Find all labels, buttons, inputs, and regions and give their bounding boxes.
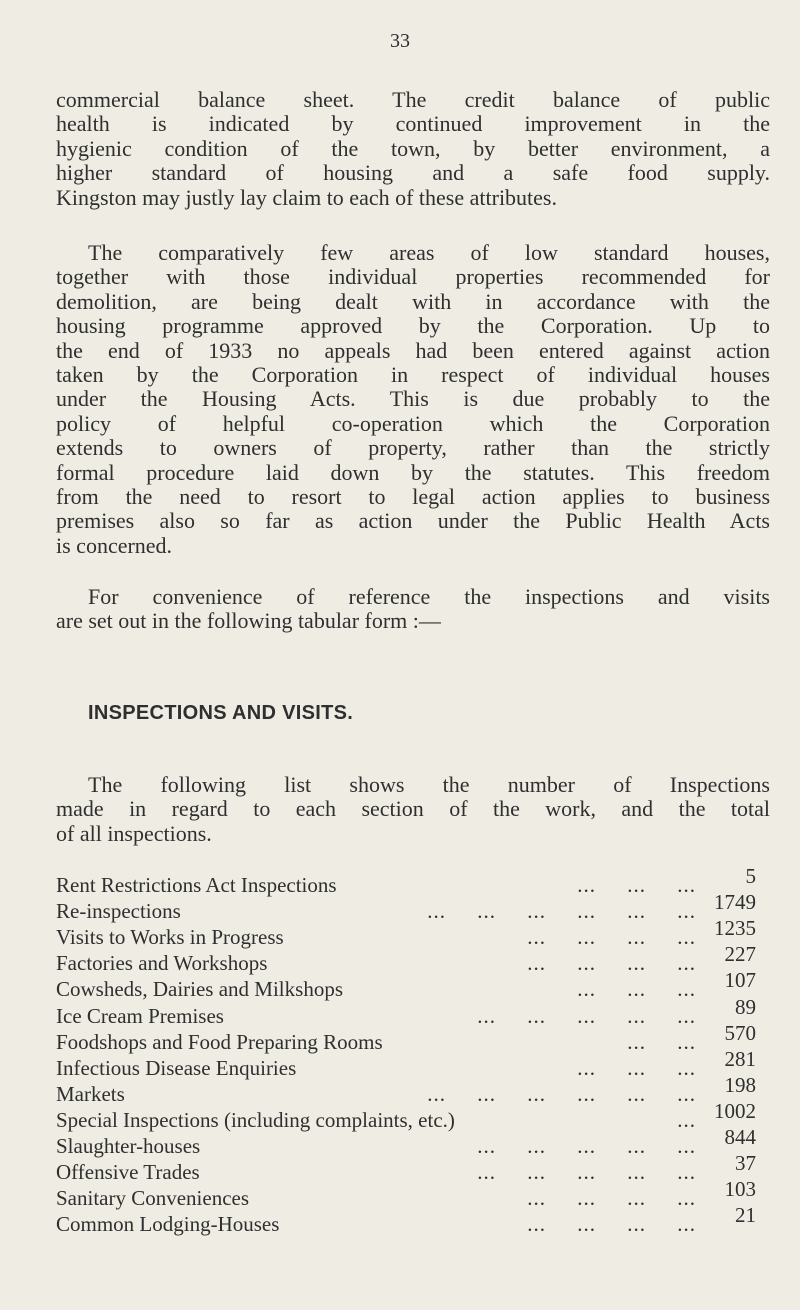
inspection-row — [56, 1177, 756, 1212]
paragraph-2-line: under the Housing Acts. This is due probably to the — [56, 386, 770, 412]
leader-dots: ... ... ... ... ... ... — [427, 1081, 696, 1106]
inspection-label: Rent Restrictions Act Inspections — [56, 873, 337, 897]
leader-dots: ... ... ... ... — [527, 1186, 696, 1211]
inspection-count: 1002 — [714, 1098, 756, 1123]
inspection-label: Offensive Trades — [56, 1160, 200, 1185]
inspection-label: Factories and Workshops — [56, 951, 268, 976]
inspection-row — [56, 890, 756, 925]
inspection-count: 1749 — [714, 890, 756, 915]
paragraph-4-line: made in regard to each section of the work, and the total — [56, 796, 770, 822]
paragraph-2-line: premises also so far as action under the Public Health Acts — [56, 508, 770, 534]
inspection-label: Ice Cream Premises — [56, 1003, 224, 1028]
paragraph-4-line: of all inspections. — [56, 820, 212, 846]
inspection-count: 844 — [724, 1125, 756, 1149]
inspection-label: Foodshops and Food Preparing Rooms — [56, 1029, 383, 1054]
inspection-label: Visits to Works in Progress — [56, 925, 284, 950]
inspection-count: 198 — [724, 1072, 756, 1097]
inspection-label: Re-inspections — [56, 899, 181, 924]
paragraph-2-line: The comparatively few areas of low standard houses, — [88, 240, 770, 265]
inspection-row — [56, 968, 756, 1003]
inspection-label: Sanitary Conveniences — [56, 1186, 250, 1211]
inspection-count: 5 — [745, 864, 756, 888]
paragraph-2-line: policy of helpful co-operation which the Corporation — [56, 410, 770, 436]
leader-dots: ... ... — [627, 1029, 696, 1054]
inspection-label: Special Inspections (including complaints, etc.) — [56, 1107, 455, 1132]
inspection-label: Cowsheds, Dairies and Milkshops — [56, 977, 343, 1002]
inspection-count: 227 — [724, 942, 756, 967]
leader-dots: ... ... ... ... ... — [477, 1003, 696, 1028]
inspection-row — [56, 942, 756, 977]
inspection-row — [56, 1151, 756, 1186]
inspection-count: 281 — [724, 1046, 756, 1071]
paragraph-1-line: higher standard of housing and a safe food supply. — [56, 160, 770, 186]
leader-dots: ... ... ... ... ... — [477, 1134, 696, 1158]
paragraph-2-line: the end of 1933 no appeals had been entered against action — [56, 337, 770, 363]
inspection-label: Markets — [56, 1081, 125, 1106]
inspection-label: Slaughter-houses — [56, 1134, 201, 1158]
inspection-row — [56, 864, 756, 899]
inspection-count: 37 — [735, 1151, 756, 1176]
leader-dots: ... — [677, 1107, 696, 1132]
inspection-count: 89 — [735, 994, 756, 1019]
inspection-count: 570 — [724, 1020, 756, 1045]
leader-dots: ... ... ... — [577, 977, 696, 1002]
leader-dots: ... ... ... ... ... — [477, 1160, 696, 1185]
leader-dots: ... ... ... — [577, 873, 696, 897]
inspection-row — [56, 994, 756, 1030]
leader-dots: ... ... ... ... ... ... — [427, 899, 696, 924]
inspection-row — [56, 1125, 756, 1160]
paragraph-2-line: from the need to resort to legal action applies to business — [56, 484, 770, 509]
paragraph-2-line: extends to owners of property, rather than the strictly — [56, 435, 770, 461]
paragraph-3-line: are set out in the following tabular form :— — [56, 608, 441, 634]
leader-dots: ... ... ... ... — [527, 951, 696, 976]
paragraph-2-line: taken by the Corporation in respect of individual houses — [56, 362, 770, 387]
paragraph-3-line: For convenience of reference the inspections and visits — [88, 584, 770, 609]
paragraph-1-line: Kingston may justly lay claim to each of these attributes. — [56, 184, 557, 210]
inspection-row — [56, 1098, 756, 1134]
leader-dots: ... ... ... — [577, 1055, 696, 1080]
paragraph-2-line: housing programme approved by the Corporation. Up to — [56, 313, 770, 339]
leader-dots: ... ... ... ... — [527, 1212, 696, 1237]
paragraph-1-line: commercial balance sheet. The credit balance of public — [56, 87, 770, 112]
inspection-row — [56, 1072, 756, 1108]
paragraph-4-line: The following list shows the number of Inspections — [88, 772, 770, 797]
inspection-count: 21 — [735, 1203, 756, 1228]
inspection-row — [56, 1020, 756, 1056]
paragraph-1-line: hygienic condition of the town, by better environment, a — [56, 135, 770, 161]
paragraph-2-line: together with those individual properties recommended for — [56, 264, 770, 290]
paragraph-2-line: formal procedure laid down by the statutes. This freedom — [56, 459, 770, 485]
page-number: 33 — [390, 30, 410, 52]
section-heading: INSPECTIONS AND VISITS. — [88, 702, 354, 724]
inspection-count: 107 — [724, 968, 756, 993]
inspection-count: 1235 — [714, 916, 756, 941]
paragraph-2-line: is concerned. — [56, 532, 173, 558]
inspection-row — [56, 916, 756, 951]
inspection-label: Infectious Disease Enquiries — [56, 1055, 297, 1080]
paragraph-1-line: health is indicated by continued improvement in the — [56, 111, 770, 137]
inspection-row — [56, 1203, 756, 1238]
inspection-count: 103 — [724, 1177, 756, 1202]
inspection-row — [56, 1046, 756, 1082]
leader-dots: ... ... ... ... — [527, 925, 696, 950]
inspection-label: Common Lodging-Houses — [56, 1212, 280, 1237]
paragraph-2-line: demolition, are being dealt with in accordance with the — [56, 288, 770, 314]
